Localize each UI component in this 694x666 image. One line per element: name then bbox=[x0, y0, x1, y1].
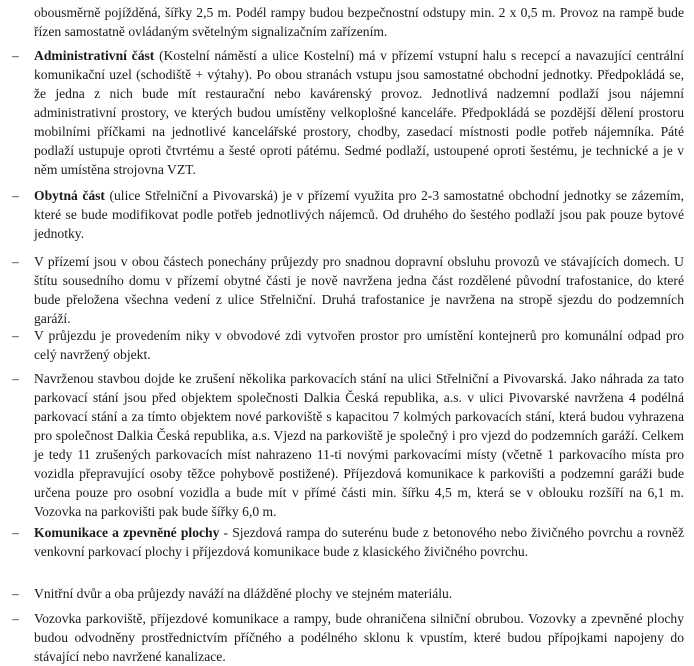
continuation-paragraph: obousměrně pojížděná, šířky 2,5 m. Podél rampy budou bezpečnostní odstupy min. 2 x 0,5 m. Provoz na rampě bude řízen samostatně ovládaným světelným signalizačním zařízením. bbox=[34, 5, 684, 39]
list-item-text bbox=[34, 252, 684, 328]
bullet-dash: – bbox=[12, 328, 19, 343]
list-item-body: (Kostelní náměstí a ulice Kostelní) má v přízemí vstupní halu s recepcí a navazující centrální komunikační uzel (schodiště + výtahy). Po obou stranách vstupu jsou samostatné obchodní jednotky. Předpokládá se, že jedna z nich bude mít restaurační nebo kavárenský provoz. Jednotlivá nadzemní podlaží jsou nájemní administrativní prostory, ve kterých budou umístěny velkoplošné kanceláře. Předpokládá se pozdější dělení prostoru mobilními příčkami na jednotlivé kancelářské prostory, chodby, zasedací místnosti podle potřeb nájemníka. Páté podlaží ustupuje oproti čtvrtému a šesté oproti pátému. Sedmé podlaží, ustoupené oproti šestému, je technické a je v něm umístěna strojovna VZT. bbox=[34, 48, 684, 177]
bullet-dash: – bbox=[12, 611, 19, 626]
list-item-text bbox=[34, 369, 684, 521]
list-item-text bbox=[34, 186, 684, 243]
bullet-dash: – bbox=[12, 254, 19, 269]
bullet-dash: – bbox=[12, 188, 19, 203]
bullet-dash: – bbox=[12, 371, 19, 386]
list-item-text bbox=[34, 609, 684, 666]
list-item-heading: Administrativní část bbox=[34, 48, 155, 63]
list-item-body: Vnitřní dvůr a oba průjezdy naváží na dlážděné plochy ve stejném materiálu. bbox=[34, 586, 453, 601]
list-item-heading: Komunikace a zpevněné plochy bbox=[34, 525, 220, 540]
list-item-body: Navrženou stavbou dojde ke zrušení několika parkovacích stání na ulici Střelniční a Pivovarská. Jako náhrada za tato parkovací stání jsou před objektem společnosti Dalkia Česká republika, a.s. v ulici Pivovarské navržena 4 podélná parkovací stání a za tímto objektem nové parkoviště s kapacitou 7 kolmých parkovacích stání, která budou vyhrazena pro společnost Dalkia Česká republika, a.s. Vjezd na parkoviště je společný i pro vjezd do podzemních garáží. Celkem je tedy 11 zrušených parkovacích míst nahrazeno 11-ti novými parkovacími místy (včetně 1 parkovacího místa pro vozidla přepravující osoby těžce pohybově postižené). Příjezdová komunikace k parkovišti a podzemní garáži bude určena pouze pro osobní vozidla a bude mít v přímé části min. šířku 4,5 m, která se v oblouku rozšíří na 6,1 m. Vozovka na parkovišti pak bude šířky 6,0 m. bbox=[34, 371, 684, 519]
list-item-text bbox=[34, 584, 684, 603]
bullet-dash: – bbox=[12, 525, 19, 540]
bullet-dash: – bbox=[12, 586, 19, 601]
list-item-body: Vozovka parkoviště, příjezdové komunikace a rampy, bude ohraničena silniční obrubou. Vozovky a zpevněné plochy budou odvodněny prostřednictvím příčného a podélného sklonu k vpustím, které budou přípojkami napojeny do stávající nebo navržené kanalizace. bbox=[34, 611, 684, 664]
list-item-body: V průjezdu je provedením niky v obvodové zdi vytvořen prostor pro umístění kontejnerů pro komunální odpad pro celý navržený objekt. bbox=[34, 328, 684, 362]
bullet-dash: – bbox=[12, 48, 19, 63]
list-item-body: - Sjezdová rampa do suterénu bude z betonového nebo živičného povrchu a rovněž venkovní parkovací plochy i příjezdová komunikace bude z klasického živičného povrchu. bbox=[34, 525, 684, 559]
list-item-heading: Obytná část bbox=[34, 188, 105, 203]
list-item-text bbox=[34, 326, 684, 364]
list-item-text bbox=[34, 46, 684, 179]
list-item-body: V přízemí jsou v obou částech ponechány průjezdy pro snadnou dopravní obsluhu provozů ve stávajících domech. U štítu sousedního domu v přízemí obytné části je nově navržena jedna část rozdělené původní trafostanice, do které bude přeložena všechna vedení z ulice Střelniční. Druhá trafostanice je navržena na stropě sjezdu do podzemních garáží. bbox=[34, 254, 684, 326]
list-item-text bbox=[34, 523, 684, 561]
list-item-body: (ulice Střelniční a Pivovarská) je v přízemí využita pro 2-3 samostatné obchodní jednotky se zázemím, které se bude modifikovat podle potřeb jednotlivých nájemců. Od druhého do šestého podlaží jsou pak pouze bytové jednotky. bbox=[34, 188, 684, 241]
